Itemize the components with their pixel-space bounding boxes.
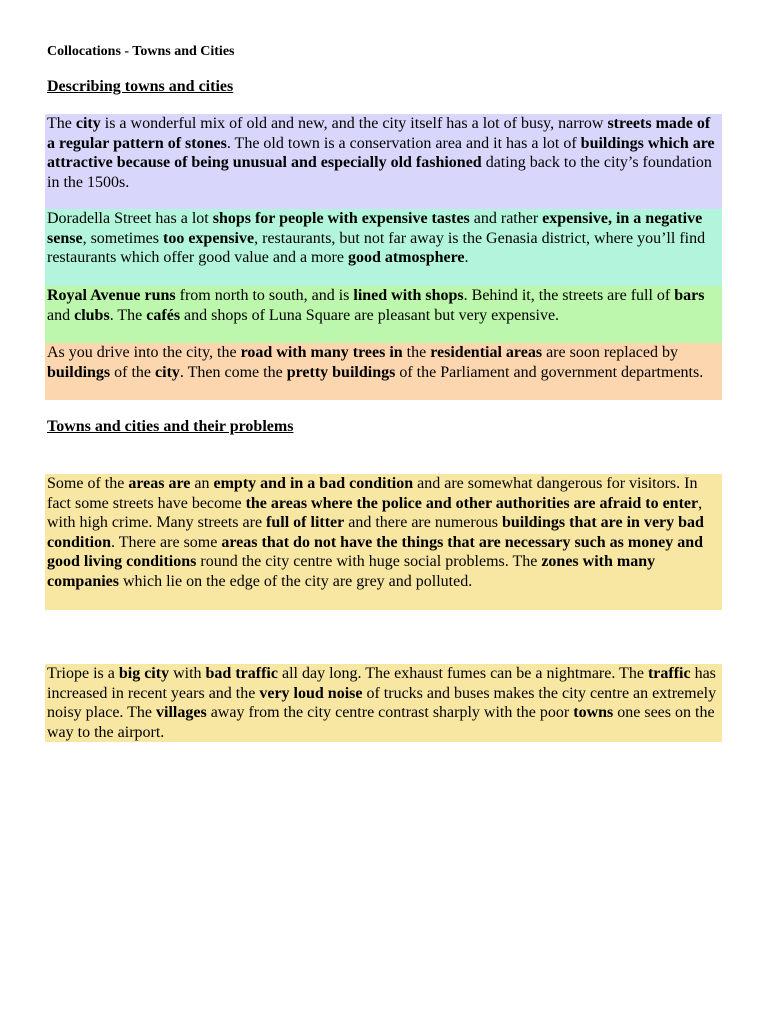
- section-heading-describing: Describing towns and cities: [47, 78, 234, 95]
- collocation-highlight: cafés: [146, 306, 181, 324]
- collocation-highlight: good atmosphere: [347, 249, 465, 267]
- collocation-highlight: clubs: [74, 306, 110, 324]
- collocation-highlight: expensive, in a negative sense: [47, 210, 703, 247]
- paragraph-text: The: [47, 115, 76, 132]
- paragraph-areas-problems: [45, 474, 722, 610]
- paragraph-text: away from the city centre contrast sharply with the poor: [206, 704, 574, 722]
- collocation-highlight: big city: [118, 665, 170, 682]
- paragraph-text: dating back to the city’s foundation in the 1500s.: [47, 154, 712, 191]
- collocation-highlight: streets made of a regular pattern of stones: [47, 115, 711, 152]
- paragraph-text: are soon replaced by: [542, 344, 678, 361]
- paragraph-text: , with high crime. Many streets are: [47, 494, 703, 532]
- collocation-highlight: buildings which are attractive because of being unusual and especially old fashioned: [47, 134, 715, 172]
- paragraph-text: . There are some: [111, 533, 222, 551]
- paragraph-drive-into-city: [45, 343, 722, 400]
- collocation-highlight: shops for people with expensive tastes: [212, 210, 470, 227]
- collocation-highlight: full of litter: [266, 514, 345, 532]
- paragraph-text: and shops of Luna Square are pleasant but very expensive.: [180, 306, 560, 324]
- paragraph-text: and are somewhat dangerous for visitors. In fact some streets have become: [47, 475, 698, 512]
- collocation-highlight: too expensive: [163, 229, 255, 247]
- collocation-highlight: the areas where the police and other authorities are afraid to enter: [245, 494, 699, 512]
- collocation-highlight: areas are: [128, 475, 191, 492]
- collocation-highlight: pretty buildings: [286, 363, 396, 381]
- paragraph-old-town: [45, 114, 722, 209]
- collocation-highlight: villages: [156, 704, 207, 722]
- paragraph-text: of trucks and buses makes the city centre an extremely noisy place. The: [47, 684, 717, 722]
- paragraph-text: one sees on the way to the airport.: [47, 704, 715, 741]
- collocation-highlight: very loud noise: [259, 684, 363, 702]
- collocation-highlight: road with many trees in: [240, 344, 403, 361]
- collocation-highlight: buildings that are in very bad condition: [47, 514, 704, 551]
- paragraph-text: and rather: [469, 210, 543, 227]
- paragraph-text: of the Parliament and government departments.: [395, 363, 704, 381]
- paragraph-text: of the: [110, 363, 156, 381]
- paragraph-text: . The old town is a conservation area and it has a lot of: [226, 134, 581, 152]
- collocation-highlight: zones with many companies: [47, 553, 656, 590]
- paragraph-text: Doradella Street has a lot: [47, 210, 213, 227]
- paragraph-text: which lie on the edge of the city are grey and polluted.: [119, 572, 473, 590]
- collocation-highlight: traffic: [647, 665, 691, 682]
- paragraph-text: has increased in recent years and the: [47, 665, 716, 702]
- section-heading-problems: Towns and cities and their problems: [47, 418, 294, 435]
- collocation-highlight: towns: [573, 704, 614, 722]
- paragraph-text: round the city centre with huge social problems. The: [196, 553, 542, 571]
- collocation-highlight: empty and in a bad condition: [213, 475, 414, 492]
- paragraph-text: Triope is a: [47, 665, 119, 682]
- paragraph-text: .: [464, 249, 469, 267]
- collocation-highlight: buildings: [47, 363, 111, 381]
- collocation-highlight: residential areas: [430, 344, 543, 361]
- paragraph-text: As you drive into the city, the: [47, 344, 241, 361]
- collocation-highlight: lined with shops: [353, 287, 464, 304]
- collocation-highlight: areas that do not have the things that are necessary such as money and good living conditions: [47, 533, 703, 571]
- paragraph-text: from north to south, and is: [175, 287, 354, 304]
- paragraph-text: . The: [109, 306, 147, 324]
- collocation-highlight: city: [155, 363, 180, 381]
- paragraph-text: and there are numerous: [344, 514, 502, 532]
- paragraph-triope: [45, 664, 722, 742]
- paragraph-text: and: [47, 306, 75, 324]
- paragraph-text: Some of the: [47, 475, 129, 492]
- paragraph-text: all day long. The exhaust fumes can be a nightmare. The: [277, 665, 648, 682]
- paragraph-text: . Behind it, the streets are full of: [463, 287, 675, 304]
- paragraph-text: , restaurants, but not far away is the Genasia district, where you’ll find restaurants which offer good value and a more: [47, 229, 706, 267]
- paragraph-doradella-street: [45, 209, 722, 286]
- collocation-highlight: Royal Avenue runs: [47, 287, 176, 304]
- collocation-highlight: bars: [674, 287, 705, 304]
- paragraph-text: is a wonderful mix of old and new, and the city itself has a lot of busy, narrow: [100, 115, 608, 132]
- paragraph-text: , sometimes: [82, 229, 163, 247]
- paragraph-text: with: [169, 665, 206, 682]
- paragraph-text: an: [190, 475, 214, 492]
- paragraph-royal-avenue: [45, 286, 722, 343]
- paragraph-text: . Then come the: [179, 363, 287, 381]
- collocation-highlight: bad traffic: [205, 665, 278, 682]
- paragraph-text: the: [402, 344, 431, 361]
- collocation-highlight: city: [75, 115, 101, 132]
- document-title: Collocations - Towns and Cities: [47, 44, 235, 59]
